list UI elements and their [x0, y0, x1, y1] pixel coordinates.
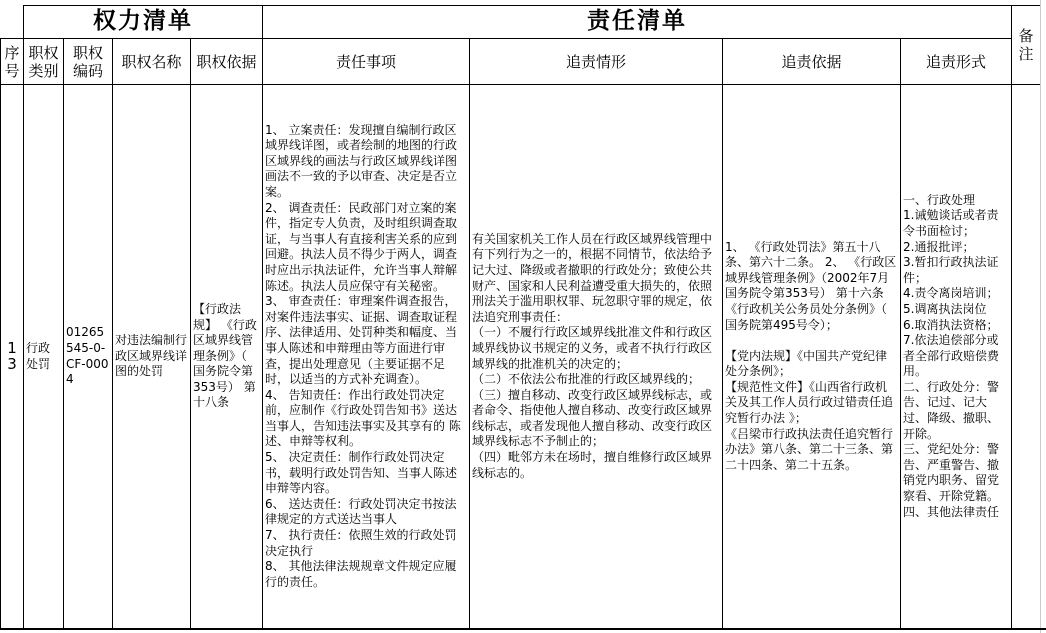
header-basis: 职权依据 — [191, 39, 263, 85]
cell-responsibilities — [263, 85, 470, 629]
header-category: 职权类别 — [24, 39, 64, 85]
form-item: 四、其他法律责任 — [903, 504, 1000, 519]
power-list-title: 权力清单 — [24, 6, 263, 39]
cell-basis: 【行政法规】 《行政区域界线管理条例》（ 国务院令第353号） 第十八条 — [191, 85, 263, 629]
responsibility-item: 8、 其他法律法规规章文件规定应履行的责任。 — [265, 559, 457, 589]
form-item: 3.暂扣行政执法证件； — [903, 255, 999, 285]
cell-accountability-basis — [723, 85, 901, 629]
basis-item: 《吕梁市行政执法责任追究暂行办法》第八条、第二十三条、第二十四条、第二十五条。 — [725, 426, 894, 472]
form-item: 1.诫勉谈话或者责令书面检讨； — [903, 208, 999, 238]
basis-item: 【党内法规】《中国共产党纪律处分条例》； — [725, 348, 888, 379]
responsibility-item: 7、 执行责任：依照生效的行政处罚决定执行 — [265, 528, 457, 558]
title-row — [1, 6, 1041, 39]
responsibility-table — [0, 5, 1041, 629]
responsibility-item: 5、 决定责任：制作行政处罚决定书，载明行政处罚告知、当事人陈述申辩等内容。 — [265, 450, 458, 496]
blank-cell — [1, 6, 24, 39]
situation-item: （二）不依法公布批准的行政区域界线的； — [472, 372, 701, 387]
basis-item: 【规范性文件】《山西省行政机关及其工作人员行政过错责任追究暂行办法 》； — [725, 379, 894, 426]
table-row — [1, 85, 1041, 629]
responsibility-item: 6、 送达责任：行政处罚决定书按法律规定的方式送达当事人 — [265, 496, 457, 527]
header-accountability-situations: 追责情形 — [470, 39, 723, 85]
cell-remarks — [1012, 85, 1041, 629]
form-item: 一、行政处理 — [903, 192, 976, 207]
header-accountability-forms: 追责形式 — [901, 39, 1012, 85]
form-item: 二、行政处分：警告、记过、记大过、降级、撤职、开除。 — [903, 379, 1000, 441]
responsibility-item: 4、 告知责任：作出行政处罚决定前，应制作《行政处罚告知书》送达当事人，告知违法事实及其享有的 陈述、申辩等权利。 — [265, 387, 461, 449]
situation-item: （四）毗邻方未在场时，擅自维修行政区域界线标志的。 — [472, 450, 713, 480]
row-divider — [0, 628, 1046, 630]
cell-code: 01265545-0-CF-0004 — [64, 85, 113, 629]
header-code: 职权编码 — [64, 39, 113, 85]
sheet-edge — [1040, 0, 1046, 633]
situation-item: （三）擅自移动、改变行政区域界线标志，或者命令、指使他人擅自移动、改变行政区域界线标志，或者发现他人擅自移动、改变行政区域界线标志不予制止的； — [472, 387, 713, 449]
situation-item: 有关国家机关工作人员在行政区域界线管理中有下列行为之一的，根据不同情节，依法给予记大过、降级或者撤职的行政处分；致使公共财产、国家和人民利益遭受重大损失的，依照刑法关于滥用职权罪、玩忽职守罪的规定，依法追究刑事责任： — [472, 231, 713, 324]
form-item: 7.依法追偿部分或者全部行政赔偿费用。 — [903, 333, 1000, 379]
responsibility-item: 3、 审查责任：审理案件调查报告，对案件违法事实、证据、调查取证程序、法律适用、处罚种类和幅度、当事人陈述和申辩理由等方面进行审查，提出处理意见（主要证据不足时，以适当的方式补充调查）。 — [265, 294, 458, 387]
form-item: 三、党纪处分：警告、严重警告、撤销党内职务、留党察看、开除党籍。 — [903, 442, 1000, 504]
responsibility-list-title: 责任清单 — [263, 6, 1012, 39]
cell-accountability-forms — [901, 85, 1012, 629]
header-seq: 序号 — [1, 39, 24, 85]
header-row — [1, 39, 1041, 85]
basis-spacer — [725, 333, 898, 349]
cell-category: 行政处罚 — [24, 85, 64, 629]
cell-accountability-situations — [470, 85, 723, 629]
form-item: 2.通报批评； — [903, 239, 975, 254]
basis-item: 1、 《行政处罚法》第五十八条、第六十二条。 2、 《行政区域界线管理条例》（2002年7月国务院令第353号） 第十六条 《行政机关公务员处分条例》（ 国务院第495号令）； — [725, 239, 897, 332]
header-responsibilities: 责任事项 — [263, 39, 470, 85]
responsibility-item: 1、 立案责任：发现擅自编制行政区域界线详图，或者绘制的地图的行政区域界线的画法与行政区域界线详图画法不一致的予以审查、决定是否立案。 — [265, 122, 458, 199]
cell-seq: 13 — [1, 85, 24, 629]
header-remarks: 备注 — [1012, 6, 1041, 85]
header-accountability-basis: 追责依据 — [723, 39, 901, 85]
header-name: 职权名称 — [113, 39, 191, 85]
cell-name: 对违法编制行政区域界线详图的处罚 — [113, 85, 191, 629]
situation-item: （一）不履行行政区域界线批准文件和行政区域界线协议书规定的义务，或者不执行行政区域界线的批准机关的决定的； — [472, 325, 713, 371]
responsibility-item: 2、 调查责任：民政部门对立案的案件，指定专人负责，及时组织调查取证，与当事人有直接利害关系的应到回避。执法人员不得少于两人，调查时应出示执法证件，允许当事人辩解陈述。执法人员应保守有关秘密。 — [265, 200, 458, 293]
form-item: 5.调离执法岗位 — [903, 301, 987, 316]
form-item: 4.责令离岗培训； — [903, 286, 999, 301]
form-item: 6.取消执法资格； — [903, 317, 999, 332]
